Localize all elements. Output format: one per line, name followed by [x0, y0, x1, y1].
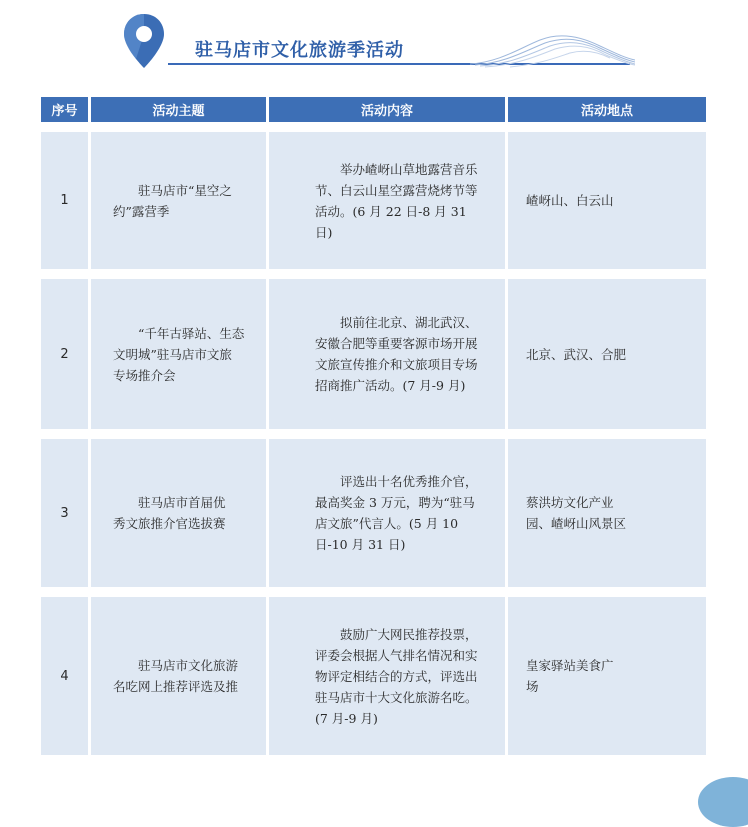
location-pin-icon	[122, 12, 166, 70]
cell-theme: 驻马店市首届优 秀文旅推介官选拔赛	[91, 439, 266, 587]
cell-location: 嵖岈山、白云山	[508, 132, 706, 269]
column-header-location: 活动地点	[508, 97, 706, 122]
cell-location: 蔡洪坊文化产业 园、嵖岈山风景区	[508, 439, 706, 587]
table-row	[41, 132, 706, 269]
cell-content: 举办嵖岈山草地露营音乐节、白云山星空露营烧烤节等活动。(6 月 22 日-8 月 31 日)	[269, 132, 505, 269]
column-header-no: 序号	[41, 97, 88, 122]
page-title: 驻马店市文化旅游季活动	[195, 40, 404, 61]
cell-content: 拟前往北京、湖北武汉、安徽合肥等重要客源市场开展文旅宣传推介和文旅项目专场招商推广活动。(7 月-9 月)	[269, 279, 505, 429]
table-row	[41, 597, 706, 755]
cell-no: 4	[41, 597, 88, 755]
table-row	[41, 439, 706, 587]
cell-no: 2	[41, 279, 88, 429]
column-header-content: 活动内容	[269, 97, 505, 122]
cell-no: 1	[41, 132, 88, 269]
cell-no: 3	[41, 439, 88, 587]
cell-theme: 驻马店市文化旅游 名吃网上推荐评选及推	[91, 597, 266, 755]
cell-content: 鼓励广大网民推荐投票，评委会根据人气排名情况和实物评定相结合的方式，评选出驻马店市十大文化旅游名吃。(7 月-9 月)	[269, 597, 505, 755]
table-header	[41, 97, 706, 122]
wave-decoration	[470, 28, 635, 68]
cell-theme: “千年古驿站、生态 文明城”驻马店市文旅 专场推介会	[91, 279, 266, 429]
cell-theme: 驻马店市“星空之 约”露营季	[91, 132, 266, 269]
cell-location: 皇家驿站美食广 场	[508, 597, 706, 755]
table-row	[41, 279, 706, 429]
cell-content: 评选出十名优秀推介官，最高奖金 3 万元，聘为“驻马店文旅”代言人。(5 月 10 日-10 月 31 日)	[269, 439, 505, 587]
activities-table	[41, 97, 706, 755]
cell-location: 北京、武汉、合肥	[508, 279, 706, 429]
corner-decoration	[698, 777, 748, 827]
column-header-theme: 活动主题	[91, 97, 266, 122]
